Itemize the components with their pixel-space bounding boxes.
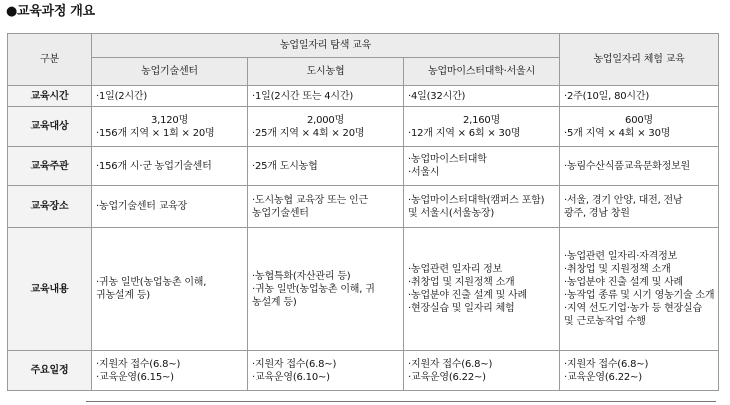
cell-line: ·1일(2시간) (96, 90, 148, 102)
table-cell (92, 228, 248, 351)
table-row-education-location (8, 186, 719, 228)
header-experience-education: 농업일자리 체험 교육 (560, 34, 719, 86)
course-overview-table (7, 33, 719, 391)
cell-line: ·농림수산식품교육문화정보원 (564, 160, 690, 172)
cell-line: ·156개 시·군 농업기술센터 (96, 160, 212, 172)
cell-line: ·귀농 일반(농업농촌 이해, (96, 277, 207, 288)
table-cell (248, 147, 404, 186)
table-cell (404, 107, 560, 147)
table-row-education-organizer (8, 147, 719, 186)
cell-line: ·도시농협 교육장 또는 인근 (252, 194, 368, 206)
cell-line: ·농업기술센터 교육장 (96, 201, 188, 212)
cell-line: ·농업마이스터대학 (408, 154, 487, 165)
table-cell (404, 351, 560, 391)
table-cell (560, 186, 719, 228)
table-cell (560, 86, 719, 107)
cell-line: ·서울, 경기 안양, 대전, 전남 (564, 194, 683, 206)
header-row-1 (8, 34, 719, 58)
table-row-education-time (8, 86, 719, 107)
row-label: 주요일정 (8, 351, 92, 391)
table-cell (560, 107, 719, 147)
cell-line: ·2주(10일, 80시간) (564, 90, 650, 102)
cell-line: 농설계 등) (252, 296, 297, 308)
row-label: 교육시간 (8, 86, 92, 107)
cell-line: ·12개 지역 × 6회 × 30명 (408, 127, 521, 139)
cell-line: ·현장실습 및 일자리 체험 (408, 303, 515, 314)
header-col-meister-seoul: 농업마이스터대학·서울시 (404, 58, 560, 86)
cell-line: ·지원자 접수(6.8~) (564, 358, 649, 370)
cell-line: ·교육운영(6.10~) (252, 371, 330, 383)
cell-line: ·귀농 일반(농업농촌 이해, 귀 (252, 283, 375, 295)
table-cell (92, 186, 248, 228)
cell-line: ·지원자 접수(6.8~) (408, 358, 493, 370)
cell-line: ·농업관련 일자리·자격정보 (564, 251, 678, 262)
cell-line: 귀농설계 등) (96, 290, 150, 301)
cell-line: 600명 (625, 114, 653, 126)
cell-line: 농업기술센터 (252, 207, 309, 219)
table-cell (560, 147, 719, 186)
cell-line: ·교육운영(6.22~) (408, 371, 486, 383)
cell-line: ·156개 지역 × 1회 × 20명 (96, 127, 215, 139)
cell-line: ·5개 지역 × 4회 × 30명 (564, 127, 671, 139)
cell-line: ·취창업 및 지원정책 소개 (408, 277, 515, 288)
row-label: 교육내용 (8, 228, 92, 351)
table-cell (92, 86, 248, 107)
header-exploration-education: 농업일자리 탐색 교육 (92, 34, 560, 58)
table-cell (248, 351, 404, 391)
table-cell (404, 147, 560, 186)
header-col-tech-center: 농업기술센터 (92, 58, 248, 86)
cell-line: 3,120명 (150, 114, 189, 126)
page-title: ●교육과정 개요 (6, 4, 95, 19)
cell-line: ·농작업 종류 및 시기 영농기술 소개 (564, 290, 715, 301)
cell-line: ·농업분야 진출 설계 및 사례 (564, 277, 683, 288)
cell-line: ·농협특화(자산관리 등) (252, 270, 351, 282)
header-category: 구분 (8, 34, 92, 86)
cell-line: ·취창업 및 지원정책 소개 (564, 264, 671, 275)
cell-line: ·25개 도시농협 (252, 160, 318, 172)
cell-line: 및 근로농작업 수행 (564, 316, 646, 327)
cell-line: ·지역 선도기업·농가 등 현장실습 (564, 303, 702, 314)
table-cell (404, 86, 560, 107)
cell-line: ·교육운영(6.22~) (564, 371, 642, 383)
table-cell (248, 186, 404, 228)
table-cell (248, 86, 404, 107)
table-cell (92, 147, 248, 186)
cell-line: ·지원자 접수(6.8~) (252, 358, 337, 370)
cell-line: ·25개 지역 × 4회 × 20명 (252, 127, 365, 139)
row-label: 교육주관 (8, 147, 92, 186)
cell-line: ·농업마이스터대학(캠퍼스 포함) (408, 194, 545, 206)
table-cell (560, 228, 719, 351)
cell-line: ·교육운영(6.15~) (96, 371, 174, 383)
table-cell (248, 107, 404, 147)
bottom-divider (86, 401, 716, 402)
cell-line: 광주, 경남 창원 (564, 207, 630, 219)
table-row-education-target (8, 107, 719, 147)
row-label: 교육대상 (8, 107, 92, 147)
cell-line: 2,000명 (306, 114, 345, 126)
cell-line: 및 서울시(서울농장) (408, 207, 495, 219)
table-row-main-schedule (8, 351, 719, 391)
cell-line: ·농업관련 일자리 정보 (408, 264, 503, 275)
header-col-urban-coop: 도시농협 (248, 58, 404, 86)
row-label: 교육장소 (8, 186, 92, 228)
table-cell (560, 351, 719, 391)
cell-line: 2,160명 (462, 114, 501, 126)
table-cell (92, 107, 248, 147)
cell-line: ·지원자 접수(6.8~) (96, 358, 181, 370)
cell-line: ·서울시 (408, 167, 440, 178)
cell-line: ·농업분야 진출 설계 및 사례 (408, 290, 527, 301)
table-cell (404, 228, 560, 351)
cell-line: ·1일(2시간 또는 4시간) (252, 90, 354, 102)
table-cell (248, 228, 404, 351)
cell-line: ·4일(32시간) (408, 90, 466, 102)
table-cell (92, 351, 248, 391)
table-cell (404, 186, 560, 228)
table-row-education-content (8, 228, 719, 351)
